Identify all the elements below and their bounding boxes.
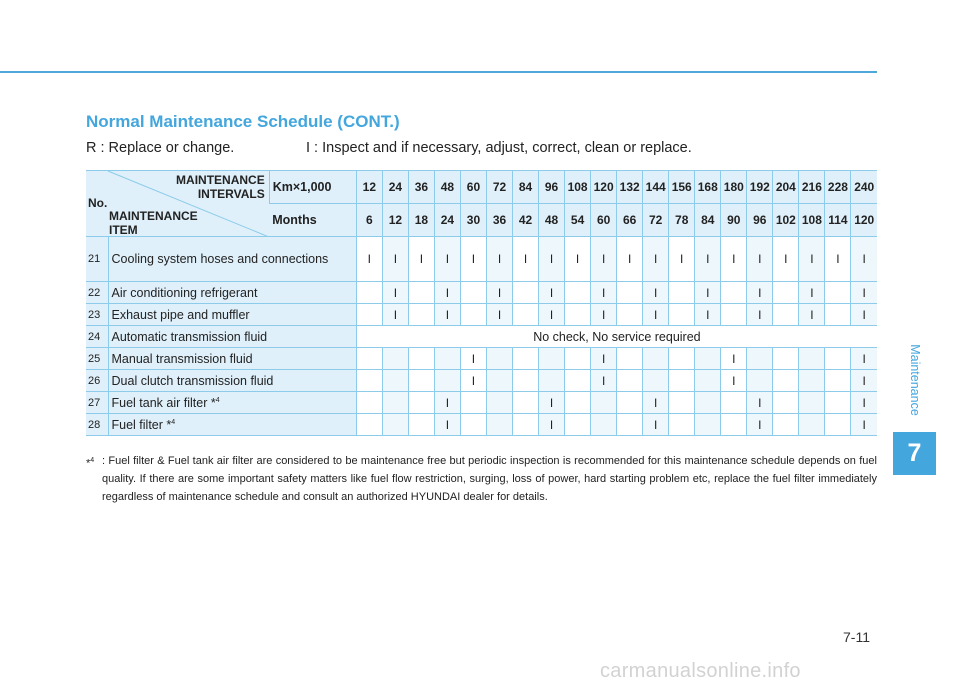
table-row: [86, 392, 877, 414]
schedule-cell: [695, 370, 721, 392]
schedule-cell: I: [486, 237, 512, 282]
schedule-cell: I: [721, 370, 747, 392]
kms-interval: 36: [408, 171, 434, 204]
page-number: 7-11: [843, 629, 870, 645]
schedule-cell: [513, 414, 539, 436]
table-row: [86, 414, 877, 436]
schedule-cell: I: [721, 237, 747, 282]
kms-interval: 132: [617, 171, 643, 204]
item-number: 24: [86, 326, 108, 348]
schedule-cell: [799, 348, 825, 370]
kms-interval: 48: [434, 171, 460, 204]
schedule-cell: I: [434, 282, 460, 304]
schedule-cell: I: [513, 237, 539, 282]
schedule-cell: I: [669, 237, 695, 282]
item-name-text: Fuel filter *: [111, 418, 172, 433]
kms-interval: 120: [591, 171, 617, 204]
schedule-cell: I: [539, 282, 565, 304]
item-name: [108, 414, 356, 436]
schedule-cell: I: [695, 304, 721, 326]
months-label: Months: [269, 204, 356, 237]
footnote-mark-sup: 4: [90, 457, 95, 464]
schedule-cell: I: [591, 237, 617, 282]
schedule-cell: [565, 282, 591, 304]
months-interval: 78: [669, 204, 695, 237]
item-number: 25: [86, 348, 108, 370]
legend-replace: R : Replace or change.: [86, 140, 235, 156]
schedule-cell: [408, 282, 434, 304]
schedule-cell: I: [434, 392, 460, 414]
schedule-cell: [591, 392, 617, 414]
schedule-cell: [513, 304, 539, 326]
kms-interval: 192: [747, 171, 773, 204]
item-label-line1: MAINTENANCE: [109, 209, 198, 223]
schedule-cell: [356, 282, 382, 304]
schedule-cell: I: [382, 282, 408, 304]
months-interval: 24: [434, 204, 460, 237]
schedule-cell: I: [825, 237, 851, 282]
kms-interval: 12: [356, 171, 382, 204]
kms-interval: 108: [565, 171, 591, 204]
chapter-label-text: Maintenance: [908, 344, 922, 416]
watermark: carmanualsonline.info: [600, 660, 801, 682]
schedule-cell: [565, 370, 591, 392]
schedule-cell: [825, 370, 851, 392]
schedule-cell: [617, 282, 643, 304]
schedule-cell: [643, 348, 669, 370]
schedule-cell: [382, 414, 408, 436]
table-row: [86, 282, 877, 304]
schedule-cell: I: [851, 304, 877, 326]
item-name-text: Fuel tank air filter *: [111, 396, 216, 411]
schedule-cell: [695, 348, 721, 370]
schedule-cell: I: [434, 237, 460, 282]
intervals-label-line1: MAINTENANCE: [176, 173, 265, 187]
schedule-cell: [721, 414, 747, 436]
kms-interval: 180: [721, 171, 747, 204]
months-interval: 66: [617, 204, 643, 237]
schedule-cell: [565, 304, 591, 326]
schedule-cell: [408, 348, 434, 370]
months-interval: 108: [799, 204, 825, 237]
schedule-cell: I: [539, 414, 565, 436]
schedule-cell: I: [799, 282, 825, 304]
schedule-cell: [486, 392, 512, 414]
legend-inspect: I : Inspect and if necessary, adjust, correct, clean or replace.: [306, 140, 692, 156]
schedule-cell: [773, 392, 799, 414]
months-interval: 48: [539, 204, 565, 237]
schedule-cell: [408, 414, 434, 436]
schedule-cell: [669, 414, 695, 436]
schedule-cell: I: [851, 237, 877, 282]
schedule-cell: [513, 348, 539, 370]
table-row: [86, 370, 877, 392]
item-label-line2: ITEM: [109, 223, 138, 237]
schedule-cell: [382, 370, 408, 392]
schedule-cell: [747, 370, 773, 392]
item-name: [108, 392, 356, 414]
schedule-cell: [513, 282, 539, 304]
schedule-cell: I: [591, 348, 617, 370]
item-name: [108, 326, 356, 348]
table-row: [86, 348, 877, 370]
item-name-text: Automatic transmission fluid: [111, 329, 268, 344]
schedule-cell: I: [434, 304, 460, 326]
schedule-cell: I: [591, 282, 617, 304]
item-number: 27: [86, 392, 108, 414]
schedule-cell: [825, 348, 851, 370]
schedule-cell: [643, 370, 669, 392]
kms-interval: 96: [539, 171, 565, 204]
kms-interval: 216: [799, 171, 825, 204]
schedule-cell: [773, 370, 799, 392]
kms-interval: 24: [382, 171, 408, 204]
schedule-cell: [356, 370, 382, 392]
schedule-cell: [460, 414, 486, 436]
schedule-cell: [617, 348, 643, 370]
schedule-cell: I: [408, 237, 434, 282]
schedule-cell: I: [747, 414, 773, 436]
schedule-cell: I: [851, 392, 877, 414]
footnote-mark: [86, 452, 94, 473]
chapter-label: [905, 330, 925, 430]
months-interval: 96: [747, 204, 773, 237]
item-number: 21: [86, 237, 108, 282]
schedule-cell: I: [721, 348, 747, 370]
schedule-cell: I: [799, 304, 825, 326]
table-row: [86, 326, 877, 348]
header-row-kms: [86, 171, 877, 204]
schedule-cell: I: [460, 348, 486, 370]
header-item-label: [109, 209, 198, 237]
schedule-cell: I: [643, 304, 669, 326]
schedule-cell: [617, 370, 643, 392]
item-number: 26: [86, 370, 108, 392]
footnote-text: : Fuel filter & Fuel tank air filter are considered to be maintenance free but periodic inspection is recommended for this maintenance schedule depends on fuel quality. If there are some important safety matters like fuel flow restriction, surging, loss of power, hard starting problem etc, replace the fuel filter immediately regardless of maintenance schedule and consult an authorized HYUNDAI dealer for details.: [102, 455, 877, 503]
schedule-cell: [669, 392, 695, 414]
schedule-cell: I: [747, 392, 773, 414]
schedule-cell: I: [460, 370, 486, 392]
months-interval: 54: [565, 204, 591, 237]
schedule-cell: [617, 304, 643, 326]
months-interval: 12: [382, 204, 408, 237]
kms-interval: 60: [460, 171, 486, 204]
section-title: Normal Maintenance Schedule (CONT.): [86, 112, 400, 131]
schedule-cell: [773, 304, 799, 326]
schedule-cell: I: [643, 237, 669, 282]
schedule-cell: I: [851, 370, 877, 392]
item-name-text: Exhaust pipe and muffler: [111, 307, 250, 322]
kms-interval: 168: [695, 171, 721, 204]
item-number: 23: [86, 304, 108, 326]
schedule-cell: [617, 414, 643, 436]
schedule-cell: [382, 392, 408, 414]
schedule-cell: I: [773, 237, 799, 282]
schedule-cell: [356, 392, 382, 414]
schedule-cell: [460, 392, 486, 414]
footnote: [86, 452, 877, 506]
schedule-cell: I: [382, 237, 408, 282]
schedule-cell: [486, 414, 512, 436]
item-name-text: Dual clutch transmission fluid: [111, 373, 274, 388]
schedule-cell: [382, 348, 408, 370]
schedule-cell: I: [434, 414, 460, 436]
item-footnote-ref: 4: [171, 419, 176, 427]
item-footnote-ref: 4: [215, 397, 220, 405]
kms-interval: 240: [851, 171, 877, 204]
schedule-cell: [799, 370, 825, 392]
item-name-text: Cooling system hoses and connections: [111, 252, 329, 266]
item-number: 28: [86, 414, 108, 436]
schedule-cell: [721, 304, 747, 326]
schedule-cell: [721, 392, 747, 414]
schedule-cell: [486, 370, 512, 392]
months-interval: 102: [773, 204, 799, 237]
schedule-cell: [747, 348, 773, 370]
schedule-cell: [799, 414, 825, 436]
schedule-cell: [434, 370, 460, 392]
schedule-cell: I: [486, 304, 512, 326]
schedule-cell: [408, 304, 434, 326]
schedule-cell: I: [617, 237, 643, 282]
schedule-cell: [434, 348, 460, 370]
schedule-cell: I: [486, 282, 512, 304]
months-interval: 72: [643, 204, 669, 237]
schedule-cell: I: [851, 414, 877, 436]
top-rule: [0, 71, 877, 73]
schedule-cell: [460, 304, 486, 326]
table-row: [86, 237, 877, 282]
schedule-cell: [486, 348, 512, 370]
schedule-cell: I: [539, 237, 565, 282]
item-name: [108, 304, 356, 326]
schedule-cell: [408, 392, 434, 414]
chapter-tab[interactable]: 7: [893, 432, 936, 475]
schedule-cell: I: [747, 304, 773, 326]
schedule-cell: I: [356, 237, 382, 282]
schedule-cell: I: [747, 237, 773, 282]
schedule-cell: I: [460, 237, 486, 282]
schedule-cell: [825, 392, 851, 414]
schedule-cell: [825, 304, 851, 326]
months-interval: 60: [591, 204, 617, 237]
schedule-cell: I: [565, 237, 591, 282]
schedule-cell: [773, 348, 799, 370]
schedule-cell: [513, 370, 539, 392]
months-interval: 90: [721, 204, 747, 237]
months-interval: 114: [825, 204, 851, 237]
schedule-cell: [539, 370, 565, 392]
kms-interval: 72: [486, 171, 512, 204]
kms-interval: 144: [643, 171, 669, 204]
schedule-cell: [721, 282, 747, 304]
kms-interval: 84: [513, 171, 539, 204]
schedule-cell: [773, 414, 799, 436]
schedule-cell: I: [643, 282, 669, 304]
kms-label: Km×1,000: [269, 171, 356, 204]
schedule-cell: I: [643, 392, 669, 414]
schedule-cell: [565, 392, 591, 414]
footnote-asterisk: *: [86, 457, 91, 470]
months-interval: 30: [460, 204, 486, 237]
schedule-cell: [513, 392, 539, 414]
kms-interval: 228: [825, 171, 851, 204]
schedule-cell: [460, 282, 486, 304]
months-interval: 84: [695, 204, 721, 237]
schedule-cell: I: [747, 282, 773, 304]
maintenance-schedule-table: [86, 170, 877, 436]
item-number: 22: [86, 282, 108, 304]
schedule-cell: I: [591, 370, 617, 392]
schedule-cell: I: [643, 414, 669, 436]
schedule-cell: I: [799, 237, 825, 282]
months-interval: 6: [356, 204, 382, 237]
schedule-cell: [825, 414, 851, 436]
schedule-cell: I: [539, 392, 565, 414]
months-interval: 42: [513, 204, 539, 237]
schedule-cell: [356, 414, 382, 436]
schedule-cell: [408, 370, 434, 392]
item-name-text: Manual transmission fluid: [111, 351, 253, 366]
header-intervals-label: [176, 173, 265, 201]
schedule-cell: [356, 304, 382, 326]
schedule-cell: [669, 304, 695, 326]
schedule-cell: [565, 348, 591, 370]
header-no-label: No.: [88, 196, 108, 210]
schedule-cell: I: [695, 237, 721, 282]
schedule-cell: [773, 282, 799, 304]
item-name: [108, 348, 356, 370]
schedule-cell: [591, 414, 617, 436]
schedule-cell: I: [851, 282, 877, 304]
header-corner: [86, 171, 269, 237]
intervals-label-line2: INTERVALS: [197, 187, 265, 201]
schedule-cell: [669, 370, 695, 392]
kms-interval: 204: [773, 171, 799, 204]
schedule-cell: [539, 348, 565, 370]
no-service-note: No check, No service required: [356, 326, 877, 348]
schedule-cell: [695, 414, 721, 436]
item-name: [108, 282, 356, 304]
schedule-cell: I: [539, 304, 565, 326]
schedule-cell: [356, 348, 382, 370]
schedule-cell: [565, 414, 591, 436]
schedule-cell: I: [591, 304, 617, 326]
months-interval: 36: [486, 204, 512, 237]
schedule-cell: I: [695, 282, 721, 304]
schedule-cell: [825, 282, 851, 304]
months-interval: 120: [851, 204, 877, 237]
schedule-cell: I: [851, 348, 877, 370]
kms-interval: 156: [669, 171, 695, 204]
schedule-cell: [799, 392, 825, 414]
item-name-text: Air conditioning refrigerant: [111, 285, 258, 300]
schedule-cell: I: [382, 304, 408, 326]
table-row: [86, 304, 877, 326]
schedule-cell: [669, 282, 695, 304]
item-name: [108, 370, 356, 392]
schedule-cell: [617, 392, 643, 414]
months-interval: 18: [408, 204, 434, 237]
item-name: [108, 237, 356, 282]
schedule-cell: [669, 348, 695, 370]
schedule-cell: [695, 392, 721, 414]
